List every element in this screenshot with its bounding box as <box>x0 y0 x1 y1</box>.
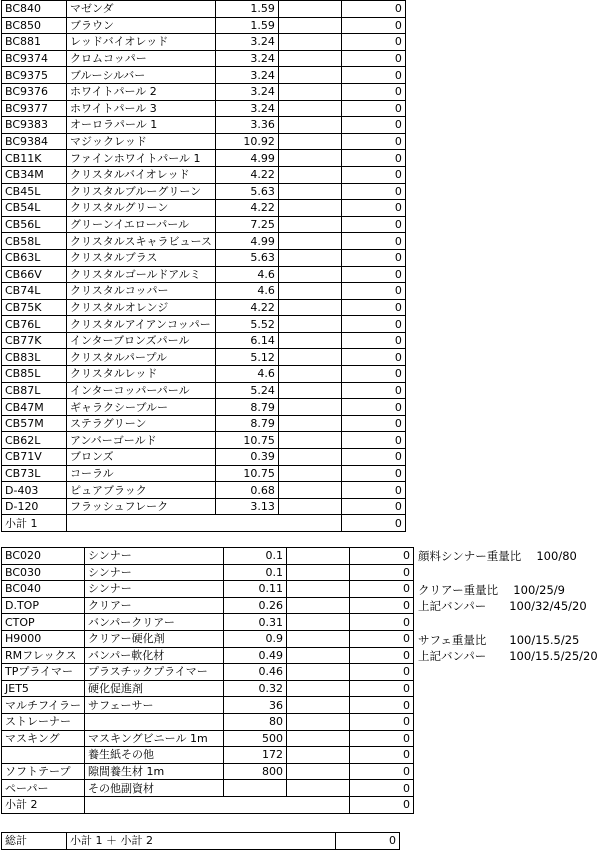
table-row <box>2 200 406 217</box>
item-code-cell[interactable]: BC9374 <box>2 50 67 67</box>
item-code-cell[interactable]: CB34M <box>2 166 67 183</box>
unit-price-cell[interactable]: 3.24 <box>215 50 278 67</box>
unit-price-cell[interactable]: 3.13 <box>215 498 278 515</box>
item-code-cell[interactable]: ストレーナー <box>2 713 85 730</box>
item-code-cell[interactable]: CB77K <box>2 332 67 349</box>
item-name-cell[interactable] <box>85 713 224 730</box>
grand-total-amount[interactable]: 0 <box>336 833 400 850</box>
quantity-cell[interactable] <box>287 581 350 598</box>
unit-price-cell[interactable]: 172 <box>224 747 287 764</box>
quantity-cell[interactable] <box>278 249 341 266</box>
item-code-cell[interactable]: H9000 <box>2 630 85 647</box>
amount-cell[interactable]: 0 <box>350 780 414 797</box>
item-name-cell[interactable]: 硬化促進剤 <box>85 680 224 697</box>
item-name-cell[interactable]: マゼンダ <box>67 1 216 18</box>
table-row <box>2 283 406 300</box>
item-name-cell[interactable]: クリスタルグリーン <box>67 200 216 217</box>
quantity-cell[interactable] <box>278 200 341 217</box>
quantity-cell[interactable] <box>278 133 341 150</box>
quantity-cell[interactable] <box>278 150 341 167</box>
quantity-cell[interactable] <box>278 332 341 349</box>
item-name-cell[interactable]: シンナー <box>85 564 224 581</box>
quantity-cell[interactable] <box>278 482 341 499</box>
item-code-cell[interactable]: D-120 <box>2 498 67 515</box>
table-row <box>2 630 414 647</box>
item-name-cell[interactable]: ファインホワイトパール 1 <box>67 150 216 167</box>
table-row <box>2 216 406 233</box>
table-row <box>2 249 406 266</box>
item-name-cell[interactable]: レッドバイオレッド <box>67 34 216 51</box>
amount-cell[interactable]: 0 <box>350 581 414 598</box>
item-code-cell[interactable]: CTOP <box>2 614 85 631</box>
table-row <box>2 763 414 780</box>
item-name-cell[interactable]: オーロラパール 1 <box>67 117 216 134</box>
quantity-cell[interactable] <box>278 382 341 399</box>
amount-cell[interactable]: 0 <box>341 233 405 250</box>
quantity-cell[interactable] <box>287 747 350 764</box>
amount-cell[interactable]: 0 <box>341 432 405 449</box>
amount-cell[interactable]: 0 <box>341 67 405 84</box>
table-row <box>2 664 414 681</box>
amount-cell[interactable]: 0 <box>341 216 405 233</box>
pigment-table <box>1 0 406 532</box>
unit-price-cell[interactable]: 500 <box>224 730 287 747</box>
amount-cell[interactable]: 0 <box>350 763 414 780</box>
item-name-cell[interactable]: クリスタルスキャラビュース <box>67 233 216 250</box>
item-code-cell[interactable]: CB47M <box>2 399 67 416</box>
amount-cell[interactable]: 0 <box>350 630 414 647</box>
quantity-cell[interactable] <box>278 349 341 366</box>
unit-price-cell[interactable]: 0.1 <box>224 564 287 581</box>
item-name-cell[interactable]: バンパークリアー <box>85 614 224 631</box>
amount-cell[interactable]: 0 <box>350 713 414 730</box>
item-name-cell[interactable]: クロムコッパー <box>67 50 216 67</box>
item-name-cell[interactable]: ギャラクシーブルー <box>67 399 216 416</box>
item-code-cell[interactable]: D.TOP <box>2 597 85 614</box>
table-row <box>2 166 406 183</box>
unit-price-cell[interactable]: 4.22 <box>215 200 278 217</box>
item-code-cell[interactable]: BC9383 <box>2 117 67 134</box>
item-name-cell[interactable]: クリスタルゴールドアルミ <box>67 266 216 283</box>
unit-price-cell[interactable]: 3.24 <box>215 83 278 100</box>
item-code-cell[interactable]: CB62L <box>2 432 67 449</box>
table-row <box>2 564 414 581</box>
quantity-cell[interactable] <box>278 34 341 51</box>
table-row <box>2 597 414 614</box>
item-code-cell[interactable]: CB76L <box>2 316 67 333</box>
item-name-cell[interactable]: マジックレッド <box>67 133 216 150</box>
item-name-cell[interactable]: ブルーシルバー <box>67 67 216 84</box>
item-name-cell[interactable]: ホワイトパール 3 <box>67 100 216 117</box>
unit-price-cell[interactable]: 0.26 <box>224 597 287 614</box>
note-clear-ratio: クリアー重量比 100/25/9 <box>418 583 565 597</box>
item-code-cell[interactable]: BC9384 <box>2 133 67 150</box>
quantity-cell[interactable] <box>287 730 350 747</box>
quantity-cell[interactable] <box>278 366 341 383</box>
item-code-cell[interactable]: BC030 <box>2 564 85 581</box>
unit-price-cell[interactable]: 3.24 <box>215 34 278 51</box>
item-code-cell[interactable]: JET5 <box>2 680 85 697</box>
amount-cell[interactable]: 0 <box>350 697 414 714</box>
amount-cell[interactable]: 0 <box>341 150 405 167</box>
table-row <box>2 399 406 416</box>
amount-cell[interactable]: 0 <box>341 117 405 134</box>
item-name-cell[interactable]: アンバーゴールド <box>67 432 216 449</box>
subtotal-span-cell[interactable] <box>85 796 350 813</box>
item-code-cell[interactable] <box>2 747 85 764</box>
item-code-cell[interactable]: D-403 <box>2 482 67 499</box>
table-row <box>2 83 406 100</box>
amount-cell[interactable]: 0 <box>350 597 414 614</box>
item-code-cell[interactable]: CB56L <box>2 216 67 233</box>
item-name-cell[interactable]: グリーンイエローパール <box>67 216 216 233</box>
unit-price-cell[interactable]: 0.32 <box>224 680 287 697</box>
amount-cell[interactable]: 0 <box>350 647 414 664</box>
quantity-cell[interactable] <box>287 664 350 681</box>
subtotal-amount[interactable]: 0 <box>341 515 405 532</box>
amount-cell[interactable]: 0 <box>341 266 405 283</box>
item-name-cell[interactable]: フラッシュフレーク <box>67 498 216 515</box>
table-row <box>2 150 406 167</box>
unit-price-cell[interactable]: 8.79 <box>215 399 278 416</box>
unit-price-cell[interactable]: 1.59 <box>215 17 278 34</box>
unit-price-cell[interactable]: 0.9 <box>224 630 287 647</box>
pigment-table-body <box>2 1 406 532</box>
amount-cell[interactable]: 0 <box>341 482 405 499</box>
amount-cell[interactable]: 0 <box>341 133 405 150</box>
item-name-cell[interactable]: サフェーサー <box>85 697 224 714</box>
unit-price-cell[interactable]: 7.25 <box>215 216 278 233</box>
unit-price-cell[interactable]: 6.14 <box>215 332 278 349</box>
item-code-cell[interactable]: CB11K <box>2 150 67 167</box>
unit-price-cell[interactable]: 8.79 <box>215 415 278 432</box>
subtotal-row <box>2 515 406 532</box>
subtotal-span-cell[interactable] <box>67 515 342 532</box>
item-code-cell[interactable]: TPプライマー <box>2 664 85 681</box>
item-code-cell[interactable]: ソフトテープ <box>2 763 85 780</box>
amount-cell[interactable]: 0 <box>350 680 414 697</box>
item-code-cell[interactable]: CB63L <box>2 249 67 266</box>
item-name-cell[interactable]: クリスタルバイオレッド <box>67 166 216 183</box>
amount-cell[interactable]: 0 <box>341 50 405 67</box>
table-row <box>2 730 414 747</box>
table-row <box>2 17 406 34</box>
unit-price-cell[interactable]: 36 <box>224 697 287 714</box>
amount-cell[interactable]: 0 <box>341 283 405 300</box>
item-code-cell[interactable]: CB57M <box>2 415 67 432</box>
amount-cell[interactable]: 0 <box>350 548 414 565</box>
unit-price-cell[interactable]: 10.75 <box>215 432 278 449</box>
item-name-cell[interactable]: クリスタルコッパー <box>67 283 216 300</box>
table-row <box>2 34 406 51</box>
quantity-cell[interactable] <box>278 399 341 416</box>
quantity-cell[interactable] <box>287 630 350 647</box>
item-code-cell[interactable]: BC9377 <box>2 100 67 117</box>
item-name-cell[interactable]: クリスタルオレンジ <box>67 299 216 316</box>
item-code-cell[interactable]: BC9376 <box>2 83 67 100</box>
quantity-cell[interactable] <box>278 266 341 283</box>
unit-price-cell[interactable]: 5.24 <box>215 382 278 399</box>
item-name-cell[interactable]: コーラル <box>67 465 216 482</box>
grand-total-label[interactable]: 総計 <box>2 833 67 850</box>
item-code-cell[interactable]: BC040 <box>2 581 85 598</box>
item-name-cell[interactable]: シンナー <box>85 548 224 565</box>
unit-price-cell[interactable]: 4.22 <box>215 299 278 316</box>
unit-price-cell[interactable]: 0.68 <box>215 482 278 499</box>
table-row <box>2 614 414 631</box>
item-code-cell[interactable]: CB87L <box>2 382 67 399</box>
item-code-cell[interactable]: BC9375 <box>2 67 67 84</box>
table-row <box>2 415 406 432</box>
quantity-cell[interactable] <box>287 713 350 730</box>
subtotal-row <box>2 796 414 813</box>
amount-cell[interactable]: 0 <box>350 664 414 681</box>
grand-total-table <box>1 832 400 850</box>
table-row <box>2 1 406 18</box>
materials-table-body <box>2 548 414 814</box>
item-name-cell[interactable]: マスキングビニール 1m <box>85 730 224 747</box>
item-code-cell[interactable]: CB75K <box>2 299 67 316</box>
unit-price-cell[interactable]: 0.49 <box>224 647 287 664</box>
item-code-cell[interactable]: CB66V <box>2 266 67 283</box>
amount-cell[interactable]: 0 <box>341 200 405 217</box>
table-row <box>2 366 406 383</box>
table-row <box>2 299 406 316</box>
amount-cell[interactable]: 0 <box>350 747 414 764</box>
grand-total-row <box>2 833 400 850</box>
subtotal-label[interactable]: 小計 2 <box>2 796 85 813</box>
item-name-cell[interactable]: クリスタルブラス <box>67 249 216 266</box>
quantity-cell[interactable] <box>278 17 341 34</box>
unit-price-cell[interactable]: 3.24 <box>215 100 278 117</box>
table-row <box>2 482 406 499</box>
amount-cell[interactable]: 0 <box>341 166 405 183</box>
item-code-cell[interactable]: マルチフイラー <box>2 697 85 714</box>
amount-cell[interactable]: 0 <box>341 465 405 482</box>
item-code-cell[interactable]: CB71V <box>2 449 67 466</box>
item-name-cell[interactable]: インターブロンズパール <box>67 332 216 349</box>
table-row <box>2 498 406 515</box>
quantity-cell[interactable] <box>278 415 341 432</box>
amount-cell[interactable]: 0 <box>341 415 405 432</box>
table-row <box>2 780 414 797</box>
quantity-cell[interactable] <box>287 647 350 664</box>
item-code-cell[interactable]: BC881 <box>2 34 67 51</box>
amount-cell[interactable]: 0 <box>341 498 405 515</box>
subtotal-amount[interactable]: 0 <box>350 796 414 813</box>
unit-price-cell[interactable]: 4.22 <box>215 166 278 183</box>
table-row <box>2 50 406 67</box>
quantity-cell[interactable] <box>287 597 350 614</box>
item-name-cell[interactable]: ホワイトパール 2 <box>67 83 216 100</box>
table-row <box>2 233 406 250</box>
quantity-cell[interactable] <box>287 697 350 714</box>
item-name-cell[interactable]: クリスタルパープル <box>67 349 216 366</box>
quantity-cell[interactable] <box>287 780 350 797</box>
unit-price-cell[interactable]: 800 <box>224 763 287 780</box>
table-row <box>2 316 406 333</box>
item-name-cell[interactable]: ブラウン <box>67 17 216 34</box>
amount-cell[interactable]: 0 <box>341 34 405 51</box>
quantity-cell[interactable] <box>278 67 341 84</box>
item-name-cell[interactable]: ブロンズ <box>67 449 216 466</box>
item-name-cell[interactable]: バンパー軟化材 <box>85 647 224 664</box>
quantity-cell[interactable] <box>287 680 350 697</box>
item-code-cell[interactable]: ペーパー <box>2 780 85 797</box>
unit-price-cell[interactable]: 4.99 <box>215 233 278 250</box>
item-code-cell[interactable]: BC850 <box>2 17 67 34</box>
quantity-cell[interactable] <box>278 183 341 200</box>
item-name-cell[interactable]: クリスタルレッド <box>67 366 216 383</box>
unit-price-cell[interactable]: 3.36 <box>215 117 278 134</box>
unit-price-cell[interactable]: 0.11 <box>224 581 287 598</box>
item-code-cell[interactable]: BC020 <box>2 548 85 565</box>
table-row <box>2 349 406 366</box>
item-code-cell[interactable]: BC840 <box>2 1 67 18</box>
unit-price-cell[interactable]: 5.52 <box>215 316 278 333</box>
amount-cell[interactable]: 0 <box>341 183 405 200</box>
quantity-cell[interactable] <box>278 233 341 250</box>
item-name-cell[interactable]: 隙間養生材 1m <box>85 763 224 780</box>
quantity-cell[interactable] <box>278 117 341 134</box>
quantity-cell[interactable] <box>278 216 341 233</box>
unit-price-cell[interactable] <box>224 780 287 797</box>
item-code-cell[interactable]: マスキング <box>2 730 85 747</box>
item-name-cell[interactable]: インターコッパーパール <box>67 382 216 399</box>
unit-price-cell[interactable]: 4.6 <box>215 266 278 283</box>
table-row <box>2 548 414 565</box>
item-name-cell[interactable]: クリスタルブルーグリーン <box>67 183 216 200</box>
item-name-cell[interactable]: ステラグリーン <box>67 415 216 432</box>
table-row <box>2 100 406 117</box>
unit-price-cell[interactable]: 5.63 <box>215 183 278 200</box>
unit-price-cell[interactable]: 4.99 <box>215 150 278 167</box>
item-name-cell[interactable]: クリアー <box>85 597 224 614</box>
item-name-cell[interactable]: シンナー <box>85 581 224 598</box>
note-surfacer-ratio: サフェ重量比 100/15.5/25 <box>418 633 580 647</box>
item-code-cell[interactable]: CB74L <box>2 283 67 300</box>
unit-price-cell[interactable]: 5.12 <box>215 349 278 366</box>
item-code-cell[interactable]: CB73L <box>2 465 67 482</box>
table-row <box>2 680 414 697</box>
quantity-cell[interactable] <box>287 614 350 631</box>
item-name-cell[interactable]: 養生紙その他 <box>85 747 224 764</box>
amount-cell[interactable]: 0 <box>341 83 405 100</box>
unit-price-cell[interactable]: 4.6 <box>215 283 278 300</box>
quantity-cell[interactable] <box>287 763 350 780</box>
quantity-cell[interactable] <box>278 498 341 515</box>
table-row <box>2 266 406 283</box>
amount-cell[interactable]: 0 <box>341 299 405 316</box>
note-pigment-thinner-ratio: 顔料シンナー重量比 100/80 <box>418 549 577 563</box>
quantity-cell[interactable] <box>287 548 350 565</box>
table-row <box>2 449 406 466</box>
quantity-cell[interactable] <box>278 100 341 117</box>
item-name-cell[interactable]: クリアー硬化剤 <box>85 630 224 647</box>
note-surfacer-bumper-ratio: 上記バンパー 100/15.5/25/20 <box>418 649 598 663</box>
item-code-cell[interactable]: CB54L <box>2 200 67 217</box>
item-code-cell[interactable]: CB58L <box>2 233 67 250</box>
amount-cell[interactable]: 0 <box>341 100 405 117</box>
table-row <box>2 67 406 84</box>
unit-price-cell[interactable]: 4.6 <box>215 366 278 383</box>
unit-price-cell[interactable]: 3.24 <box>215 67 278 84</box>
note-clear-bumper-ratio: 上記バンパー 100/32/45/20 <box>418 599 587 613</box>
unit-price-cell[interactable]: 80 <box>224 713 287 730</box>
subtotal-label[interactable]: 小計 1 <box>2 515 67 532</box>
unit-price-cell[interactable]: 0.46 <box>224 664 287 681</box>
table-row <box>2 133 406 150</box>
item-code-cell[interactable]: CB45L <box>2 183 67 200</box>
amount-cell[interactable]: 0 <box>341 1 405 18</box>
table-row <box>2 432 406 449</box>
grand-total-formula[interactable]: 小計 1 ＋ 小計 2 <box>67 833 336 850</box>
unit-price-cell[interactable]: 1.59 <box>215 1 278 18</box>
amount-cell[interactable]: 0 <box>350 730 414 747</box>
table-row <box>2 647 414 664</box>
amount-cell[interactable]: 0 <box>341 316 405 333</box>
amount-cell[interactable]: 0 <box>341 449 405 466</box>
table-row <box>2 117 406 134</box>
quantity-cell[interactable] <box>278 1 341 18</box>
table-row <box>2 747 414 764</box>
amount-cell[interactable]: 0 <box>341 349 405 366</box>
amount-cell[interactable]: 0 <box>341 366 405 383</box>
quantity-cell[interactable] <box>278 166 341 183</box>
table-row <box>2 713 414 730</box>
item-name-cell[interactable]: プラスチックプライマー <box>85 664 224 681</box>
unit-price-cell[interactable]: 0.31 <box>224 614 287 631</box>
amount-cell[interactable]: 0 <box>341 17 405 34</box>
quantity-cell[interactable] <box>278 432 341 449</box>
unit-price-cell[interactable]: 0.1 <box>224 548 287 565</box>
table-row <box>2 332 406 349</box>
materials-table <box>1 547 414 814</box>
quantity-cell[interactable] <box>287 564 350 581</box>
table-row <box>2 465 406 482</box>
item-name-cell[interactable]: その他副資材 <box>85 780 224 797</box>
item-name-cell[interactable]: クリスタルアイアンコッパー <box>67 316 216 333</box>
amount-cell[interactable]: 0 <box>341 382 405 399</box>
amount-cell[interactable]: 0 <box>350 614 414 631</box>
table-row <box>2 382 406 399</box>
quantity-cell[interactable] <box>278 465 341 482</box>
quantity-cell[interactable] <box>278 299 341 316</box>
unit-price-cell[interactable]: 10.92 <box>215 133 278 150</box>
amount-cell[interactable]: 0 <box>341 332 405 349</box>
item-code-cell[interactable]: RMフレックス <box>2 647 85 664</box>
unit-price-cell[interactable]: 10.75 <box>215 465 278 482</box>
item-name-cell[interactable]: ピュアブラック <box>67 482 216 499</box>
quantity-cell[interactable] <box>278 316 341 333</box>
amount-cell[interactable]: 0 <box>341 249 405 266</box>
quantity-cell[interactable] <box>278 449 341 466</box>
amount-cell[interactable]: 0 <box>341 399 405 416</box>
quantity-cell[interactable] <box>278 283 341 300</box>
amount-cell[interactable]: 0 <box>350 564 414 581</box>
table-row <box>2 697 414 714</box>
table-row <box>2 581 414 598</box>
quantity-cell[interactable] <box>278 83 341 100</box>
item-code-cell[interactable]: CB83L <box>2 349 67 366</box>
unit-price-cell[interactable]: 5.63 <box>215 249 278 266</box>
table-row <box>2 183 406 200</box>
quantity-cell[interactable] <box>278 50 341 67</box>
unit-price-cell[interactable]: 0.39 <box>215 449 278 466</box>
item-code-cell[interactable]: CB85L <box>2 366 67 383</box>
